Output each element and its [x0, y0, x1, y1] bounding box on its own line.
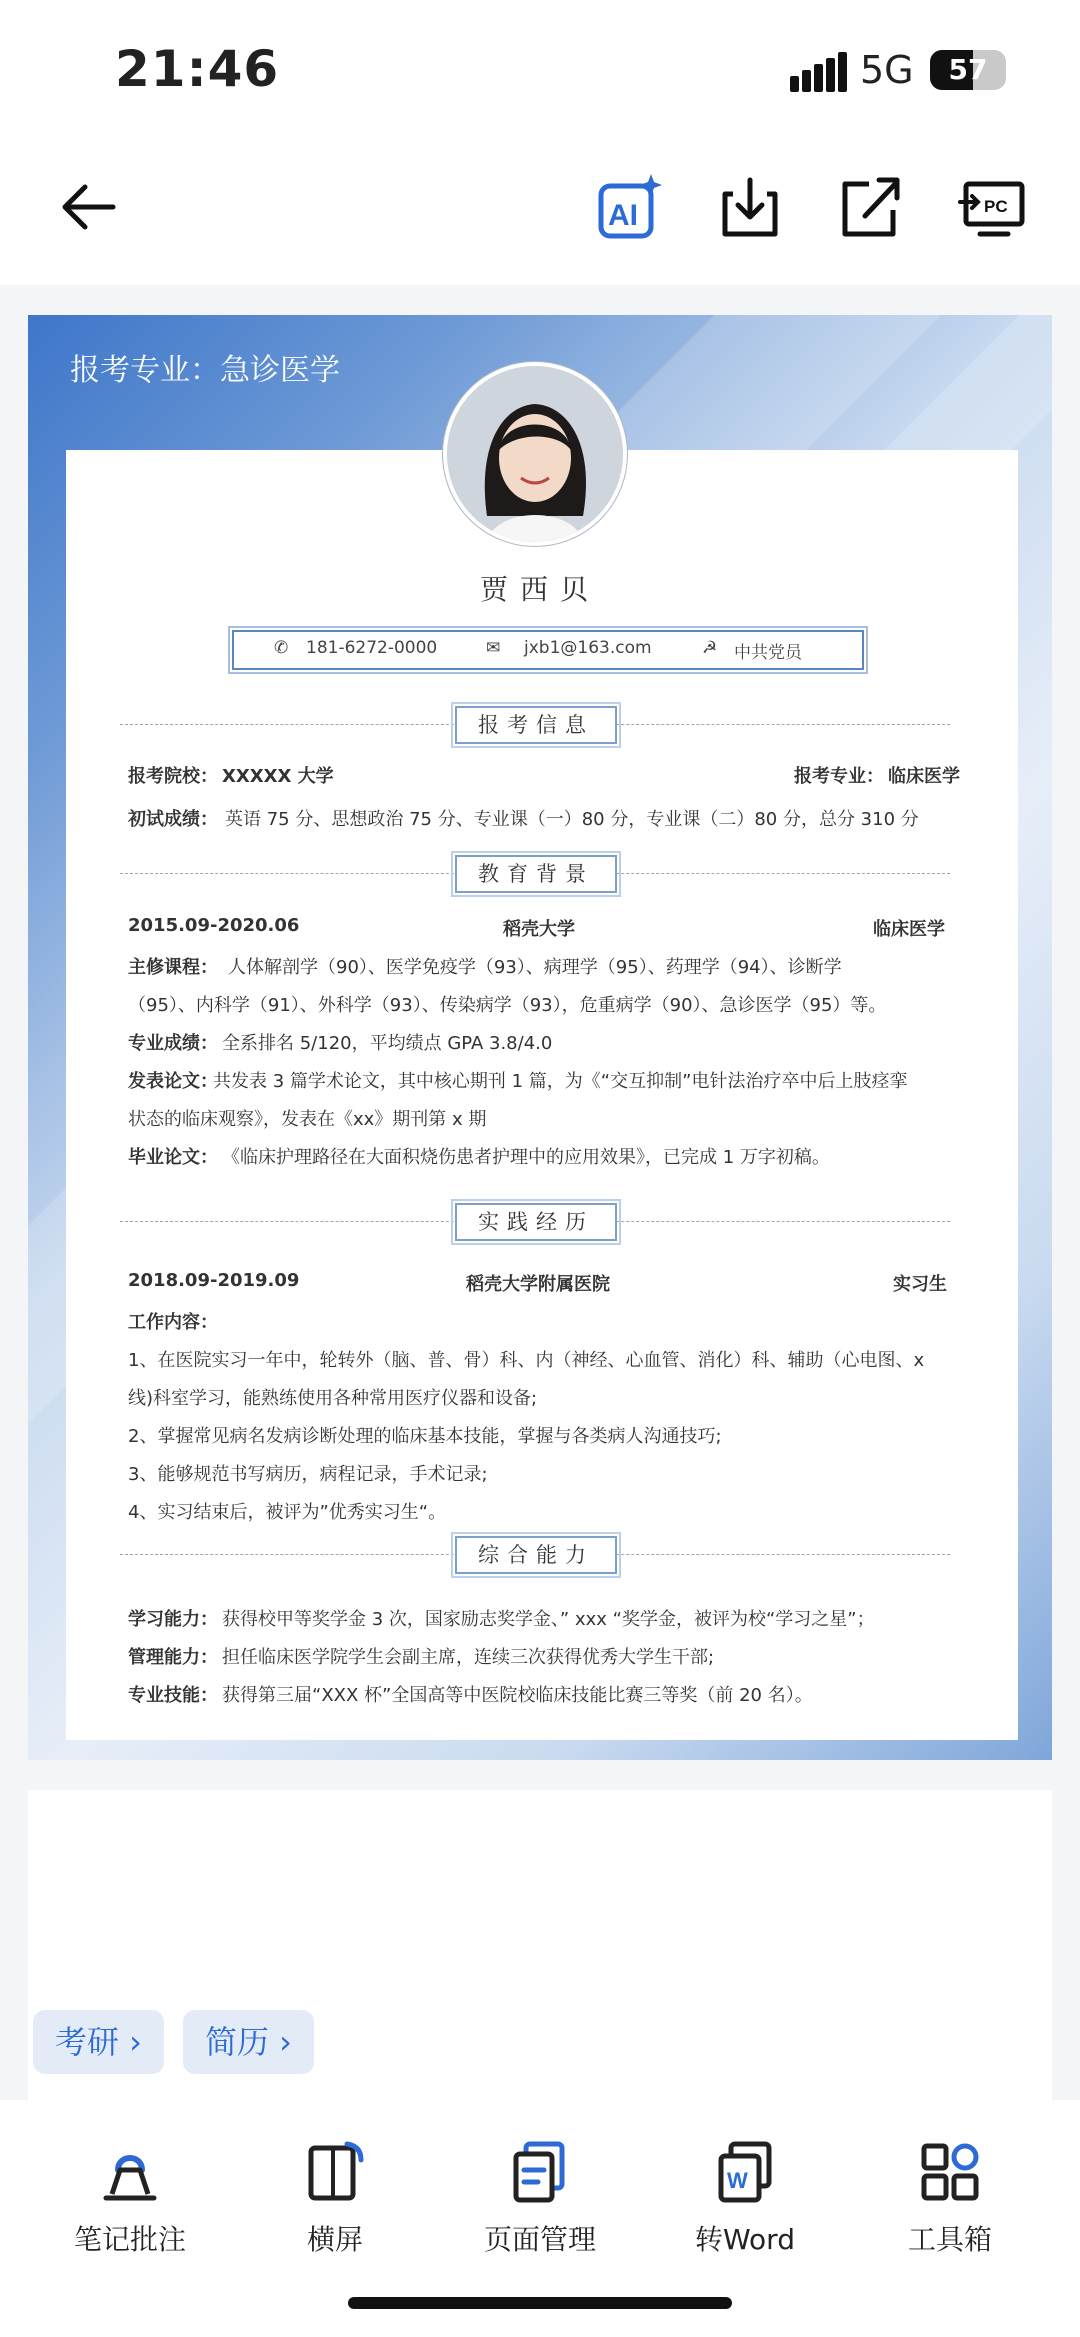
nav-to-word[interactable]: W 转Word: [665, 2140, 825, 2258]
next-page-blank: [28, 1790, 1052, 2100]
learn-value: 获得校甲等奖学金 3 次，国家励志奖学金、” xxx “奖学金，被评为校“学习之星”；: [222, 1609, 875, 1630]
section-header-education: 教育背景: [120, 855, 950, 891]
edu-period: 2015.09-2020.06: [128, 915, 300, 936]
score-label: 初试成绩：: [128, 809, 218, 830]
mail-icon: ✉: [486, 638, 501, 658]
apply-major: 临床医学: [888, 766, 960, 787]
send-to-pc-icon: [958, 172, 1028, 242]
tag-kaoyan[interactable]: 考研 ›: [33, 2010, 164, 2074]
manage-value: 担任临床医学院学生会副主席，连续三次获得优秀大学生干部;: [222, 1647, 715, 1668]
nav-page-manage[interactable]: 页面管理: [460, 2140, 620, 2258]
landscape-icon: [303, 2140, 367, 2204]
page-manage-icon: [508, 2140, 572, 2204]
practice-org: 稻壳大学附属医院: [466, 1274, 610, 1295]
practice-role: 实习生: [893, 1274, 947, 1295]
tag-jianli[interactable]: 简历 ›: [183, 2010, 314, 2074]
send-to-pc-button[interactable]: [958, 172, 1028, 242]
course-line-1: 人体解剖学（90）、医学免疫学（93）、病理学（95）、药理学（94）、诊断学: [228, 957, 842, 978]
nav-toolbox[interactable]: 工具箱: [870, 2140, 1030, 2258]
section-header-practice: 实践经历: [120, 1203, 950, 1239]
paper-line-2: 状态的临床观察》，发表在《xx》期刊第 x 期: [128, 1109, 487, 1130]
nav-notes[interactable]: 笔记批注: [50, 2140, 210, 2258]
skill-label: 专业技能：: [128, 1685, 218, 1706]
ai-sparkle-icon: [595, 172, 665, 242]
avatar: [447, 366, 623, 542]
phone-number: 181-6272-0000: [306, 638, 438, 658]
grade-value: 全系排名 5/120，平均绩点 GPA 3.8/4.0: [222, 1033, 553, 1054]
skill-value: 获得第三届“XXX 杯”全国高等中医院校临床技能比赛三等奖（前 20 名）。: [222, 1685, 813, 1706]
apply-school: XXXXX 大学: [222, 766, 334, 787]
svg-text:PC: PC: [984, 197, 1008, 216]
contact-bar: [232, 630, 864, 670]
practice-item-3: 3、能够规范书写病历，病程记录，手术记录;: [128, 1464, 488, 1485]
download-icon[interactable]: [715, 172, 785, 242]
course-line-2: （95）、内科学（91）、外科学（93）、传染病学（93），危重病学（90）、急诊医学（95）等。: [128, 995, 887, 1016]
ai-button[interactable]: [595, 172, 665, 242]
major-banner: 报考专业：急诊医学: [70, 353, 340, 388]
battery-level: 57: [948, 53, 988, 86]
paper-label: 发表论文：: [128, 1071, 218, 1092]
practice-period: 2018.09-2019.09: [128, 1270, 300, 1291]
content-label: 工作内容：: [128, 1312, 218, 1333]
party-icon: ☭: [702, 638, 718, 658]
svg-text:AI: AI: [608, 199, 638, 232]
score-value: 英语 75 分、思想政治 75 分、专业课（一）80 分，专业课（二）80 分，总分 310 分: [225, 809, 919, 830]
edu-school: 稻壳大学: [503, 919, 575, 940]
status-time: 21:46: [115, 40, 280, 98]
section-header-apply: 报考信息: [120, 706, 950, 742]
nav-landscape[interactable]: 横屏: [255, 2140, 415, 2258]
section-header-ability: 综合能力: [120, 1536, 950, 1572]
candidate-name: 贾西贝: [479, 573, 600, 606]
top-toolbar: [0, 140, 1080, 285]
email-address: jxb1@163.com: [524, 638, 652, 658]
practice-item-1a: 1、在医院实习一年中，轮转外（脑、普、骨）科、内（神经、心血管、消化）科、辅助（心电图、x: [128, 1350, 925, 1371]
profile-photo: [443, 362, 627, 546]
svg-text:W: W: [727, 2168, 748, 2193]
practice-item-4: 4、实习结束后，被评为”优秀实习生“。: [128, 1502, 447, 1523]
back-arrow-icon[interactable]: [55, 172, 125, 242]
grade-label: 专业成绩：: [128, 1033, 218, 1054]
note-annotate-icon: [98, 2140, 162, 2204]
practice-item-1b: 线)科室学习，能熟练使用各种常用医疗仪器和设备;: [128, 1388, 538, 1409]
practice-item-2: 2、掌握常见病名发病诊断处理的临床基本技能，掌握与各类病人沟通技巧;: [128, 1426, 722, 1447]
signal-icon: [790, 52, 846, 92]
toolbox-icon: [918, 2140, 982, 2204]
home-indicator[interactable]: [348, 2297, 732, 2309]
thesis-value: 《临床护理路径在大面积烧伤患者护理中的应用效果》，已完成 1 万字初稿。: [222, 1147, 830, 1168]
apply-major-label: 报考专业：: [794, 766, 884, 787]
word-convert-icon: [713, 2140, 777, 2204]
party-status: 中共党员: [734, 643, 802, 663]
thesis-label: 毕业论文：: [128, 1147, 218, 1168]
course-label: 主修课程：: [128, 957, 218, 978]
apply-school-label: 报考院校：: [128, 766, 218, 787]
network-label: 5G: [860, 48, 914, 92]
paper-line-1: 共发表 3 篇学术论文，其中核心期刊 1 篇，为《“交互抑制”电针法治疗卒中后上肢痉挛: [213, 1071, 908, 1092]
share-export-icon[interactable]: [835, 172, 905, 242]
edu-major: 临床医学: [873, 919, 945, 940]
phone-icon: ✆: [274, 638, 289, 658]
manage-label: 管理能力：: [128, 1647, 218, 1668]
status-bar: [0, 0, 1080, 140]
learn-label: 学习能力：: [128, 1609, 218, 1630]
battery-icon: [930, 50, 1006, 90]
